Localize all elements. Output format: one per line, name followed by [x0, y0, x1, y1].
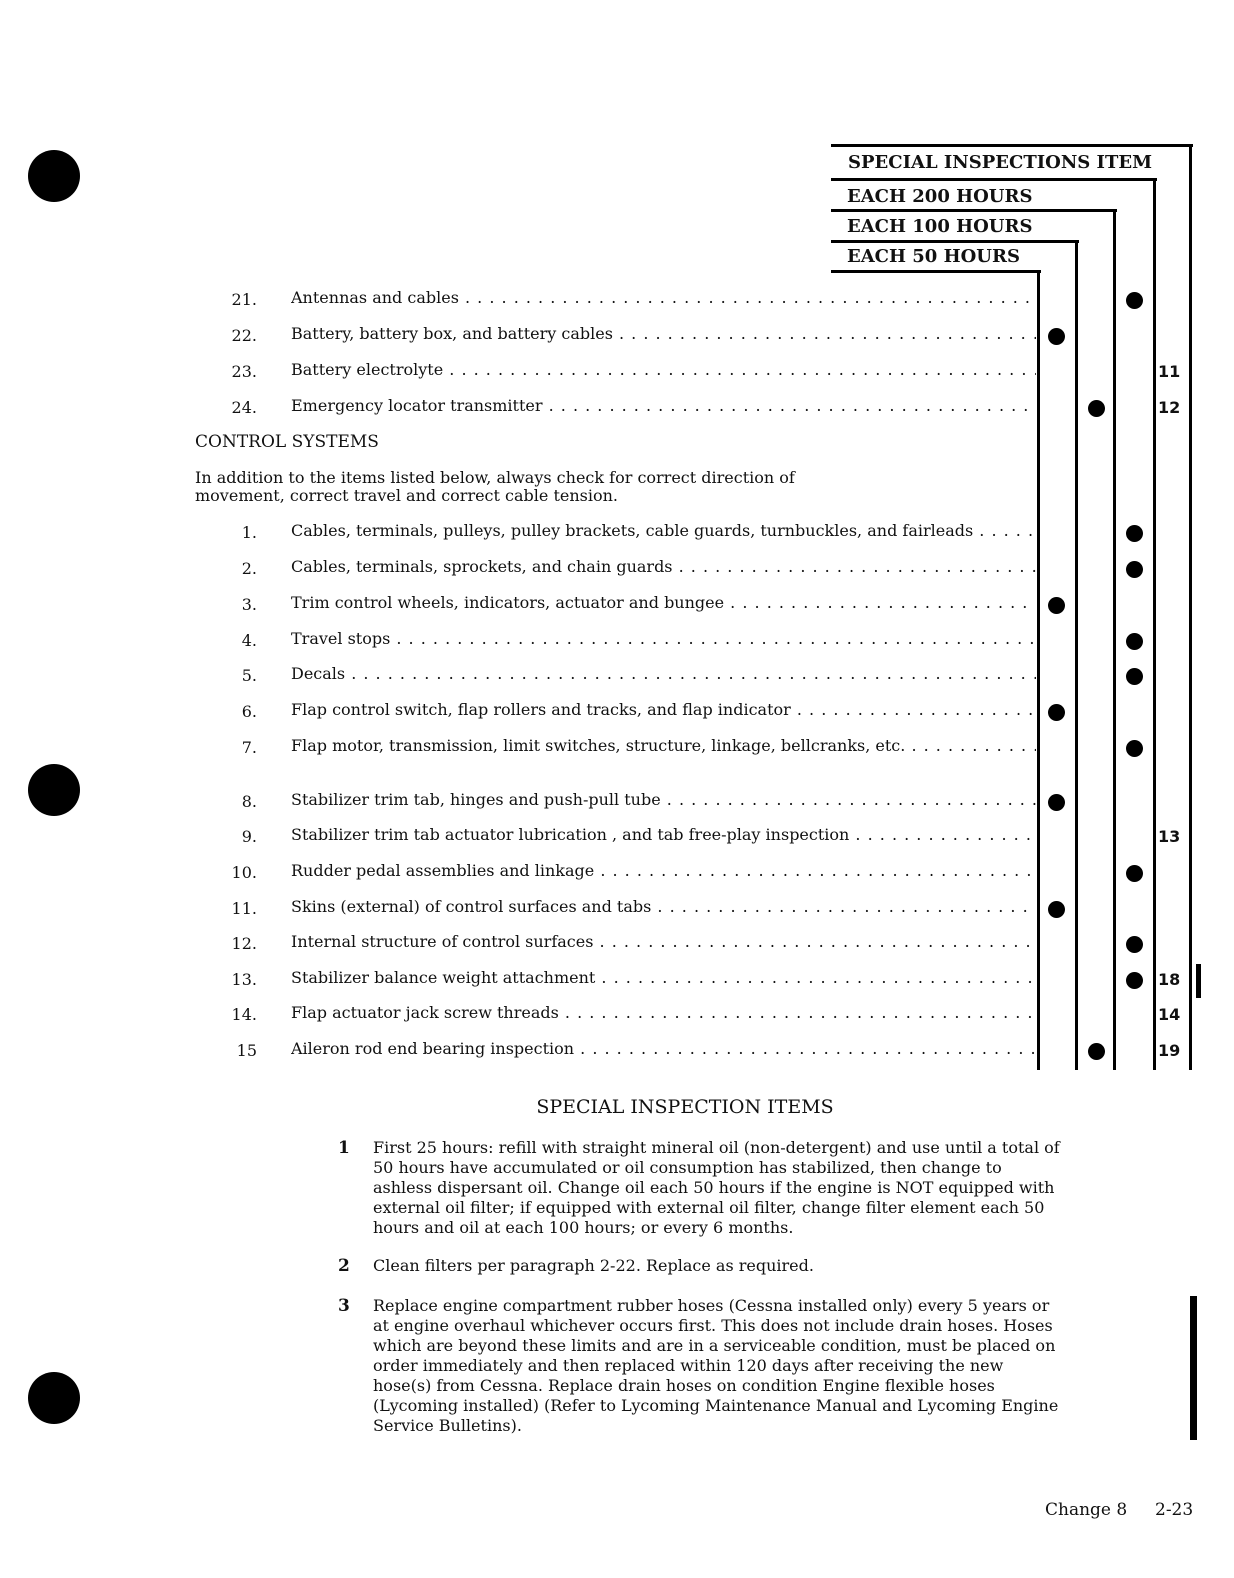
footer-change-number: Change 8 — [1045, 1500, 1128, 1520]
special-inspection-reference: 13 — [1158, 827, 1181, 846]
item-description — [291, 862, 1036, 880]
item-description — [291, 558, 1036, 576]
interval-100-hours-mark — [1088, 1043, 1105, 1060]
inspection-item-row — [0, 701, 1234, 737]
interval-50-hours-mark — [1048, 704, 1065, 721]
interval-50-hours-mark — [1048, 794, 1065, 811]
item-description — [291, 701, 1036, 719]
binder-hole-top — [28, 150, 80, 202]
item-number: 5. — [241, 666, 257, 685]
item-number: 22. — [231, 326, 257, 345]
item-description — [291, 397, 1036, 415]
header-each-50-hours: EACH 50 HOURS — [847, 246, 1020, 267]
item-number: 6. — [241, 702, 257, 721]
interval-200-hours-mark — [1126, 561, 1143, 578]
inspection-item-row — [0, 630, 1234, 666]
interval-200-hours-mark — [1126, 740, 1143, 757]
item-number: 3. — [241, 595, 257, 614]
item-description — [291, 665, 1036, 683]
control-systems-intro: In addition to the items listed below, always check for correct direction of movement, correct travel and correct cable tension. — [195, 468, 795, 505]
item-description-text: Flap control switch, flap rollers and tracks, and flap indicator . . . — [291, 701, 1036, 719]
item-description-text: Decals . . . — [291, 665, 1036, 683]
item-number: 9. — [241, 827, 257, 846]
item-description-text: Emergency locator transmitter . . . — [291, 397, 1036, 415]
item-number: 21. — [231, 290, 257, 309]
special-item-text: First 25 hours: refill with straight mineral oil (non-detergent) and use until a total of 50 hours have accumulated or oil consumption has stabilized, then change to ashless dispersant oil. Change oil each 50 hours if the engine is NOT equipped with external oil filter; if equipped with external oil filter, change filter element each 50 hours and oil at each 100 hours; or every 6 months. — [373, 1138, 1060, 1237]
item-description — [291, 361, 1036, 379]
special-inspection-items-title: SPECIAL INSPECTION ITEMS — [536, 1096, 834, 1118]
item-description-text: Trim control wheels, indicators, actuator and bungee . . . — [291, 594, 1036, 612]
item-description-text: Travel stops . . . — [291, 630, 1036, 648]
interval-200-hours-mark — [1126, 972, 1143, 989]
item-number: 11. — [231, 899, 257, 918]
inspection-item-row — [0, 862, 1234, 898]
inspection-item-row — [0, 522, 1234, 558]
inspection-item-row — [0, 826, 1234, 862]
item-number: 14. — [231, 1005, 257, 1024]
special-item-text: Clean filters per paragraph 2-22. Replace as required. — [373, 1256, 814, 1275]
interval-50-hours-mark — [1048, 901, 1065, 918]
header-special-inspections: SPECIAL INSPECTIONS ITEM — [848, 152, 1153, 173]
special-inspection-reference: 12 — [1158, 398, 1181, 417]
interval-50-hours-mark — [1048, 328, 1065, 345]
section-title-control-systems: CONTROL SYSTEMS — [195, 432, 379, 452]
inspection-item-row — [0, 1040, 1234, 1076]
inspection-item-row — [0, 558, 1234, 594]
item-description — [291, 522, 1036, 540]
item-number: 4. — [241, 631, 257, 650]
item-number: 13. — [231, 970, 257, 989]
item-description-text: Stabilizer balance weight attachment . . . — [291, 969, 1036, 987]
item-number: 10. — [231, 863, 257, 882]
item-description — [291, 737, 1036, 755]
header-each-200-hours: EACH 200 HOURS — [847, 186, 1033, 207]
item-number: 23. — [231, 362, 257, 381]
item-description-text: Battery electrolyte . . . — [291, 361, 1036, 379]
item-description — [291, 1004, 1036, 1022]
interval-200-hours-mark — [1126, 633, 1143, 650]
item-description — [291, 933, 1036, 951]
item-description-text: Stabilizer trim tab, hinges and push-pull tube . . . — [291, 791, 1036, 809]
item-description — [291, 325, 1036, 343]
interval-200-hours-mark — [1126, 936, 1143, 953]
revision-change-bar — [1196, 964, 1201, 998]
item-description-text: Internal structure of control surfaces . . . — [291, 933, 1036, 951]
special-item-text: Replace engine compartment rubber hoses (Cessna installed only) every 5 years or at engine overhaul whichever occurs first. This does not include drain hoses. Hoses which are beyond these limits and are in a serviceable condition, must be placed on order immediately and then replaced within 120 days after receiving the new hose(s) from Cessna. Replace drain hoses on condition Engine flexible hoses (Lycoming installed) (Refer to Lycoming Maintenance Manual and Lycoming Engine Service Bulletins). — [373, 1296, 1059, 1435]
inspection-item-row — [0, 325, 1234, 361]
item-number: 15 — [236, 1041, 257, 1060]
inspection-item-row — [0, 737, 1234, 773]
inspection-item-row — [0, 665, 1234, 701]
interval-200-hours-mark — [1126, 668, 1143, 685]
item-number: 24. — [231, 398, 257, 417]
special-inspection-reference: 18 — [1158, 970, 1181, 989]
interval-200-hours-mark — [1126, 865, 1143, 882]
item-number: 2. — [241, 559, 257, 578]
inspection-item-row — [0, 361, 1234, 397]
inspection-item-row — [0, 1004, 1234, 1040]
footer-page-number: 2-23 — [1155, 1500, 1194, 1520]
item-description-text: Aileron rod end bearing inspection . . . — [291, 1040, 1036, 1058]
item-description — [291, 594, 1036, 612]
item-description — [291, 1040, 1036, 1058]
special-inspection-reference: 19 — [1158, 1041, 1181, 1060]
inspection-item-row — [0, 791, 1234, 827]
inspection-item-row — [0, 289, 1234, 325]
item-description — [291, 826, 1036, 844]
item-description — [291, 898, 1036, 916]
item-description — [291, 630, 1036, 648]
item-description-text: Battery, battery box, and battery cables . . . — [291, 325, 1036, 343]
item-number: 1. — [241, 523, 257, 542]
interval-100-hours-mark — [1088, 400, 1105, 417]
binder-hole-bottom — [28, 1372, 80, 1424]
revision-change-bar — [1190, 1296, 1197, 1440]
special-item-number: 2 — [338, 1256, 350, 1276]
special-item-number: 3 — [338, 1296, 350, 1316]
item-description — [291, 791, 1036, 809]
special-inspection-reference: 14 — [1158, 1005, 1181, 1024]
item-description — [291, 969, 1036, 987]
item-description-text: Flap motor, transmission, limit switches, structure, linkage, bellcranks, etc. . . . — [291, 737, 1036, 755]
inspection-item-row — [0, 594, 1234, 630]
special-inspection-reference: 11 — [1158, 362, 1181, 381]
inspection-item-row — [0, 969, 1234, 1005]
interval-200-hours-mark — [1126, 292, 1143, 309]
header-each-100-hours: EACH 100 HOURS — [847, 216, 1033, 237]
item-description-text: Stabilizer trim tab actuator lubrication , and tab free-play inspection . . . — [291, 826, 1036, 844]
interval-50-hours-mark — [1048, 597, 1065, 614]
item-number: 7. — [241, 738, 257, 757]
inspection-item-row — [0, 898, 1234, 934]
item-description-text: Antennas and cables . . . — [291, 289, 1036, 307]
interval-200-hours-mark — [1126, 525, 1143, 542]
item-number: 12. — [231, 934, 257, 953]
item-number: 8. — [241, 792, 257, 811]
inspection-item-row — [0, 933, 1234, 969]
item-description-text: Cables, terminals, sprockets, and chain guards . . . — [291, 558, 1036, 576]
item-description — [291, 289, 1036, 307]
special-item-number: 1 — [338, 1138, 350, 1158]
inspection-item-row — [0, 397, 1234, 433]
item-description-text: Cables, terminals, pulleys, pulley brackets, cable guards, turnbuckles, and fairleads . . . — [291, 522, 1036, 540]
item-description-text: Flap actuator jack screw threads . . . — [291, 1004, 1036, 1022]
item-description-text: Rudder pedal assemblies and linkage . . . — [291, 862, 1036, 880]
item-description-text: Skins (external) of control surfaces and tabs . . . — [291, 898, 1036, 916]
